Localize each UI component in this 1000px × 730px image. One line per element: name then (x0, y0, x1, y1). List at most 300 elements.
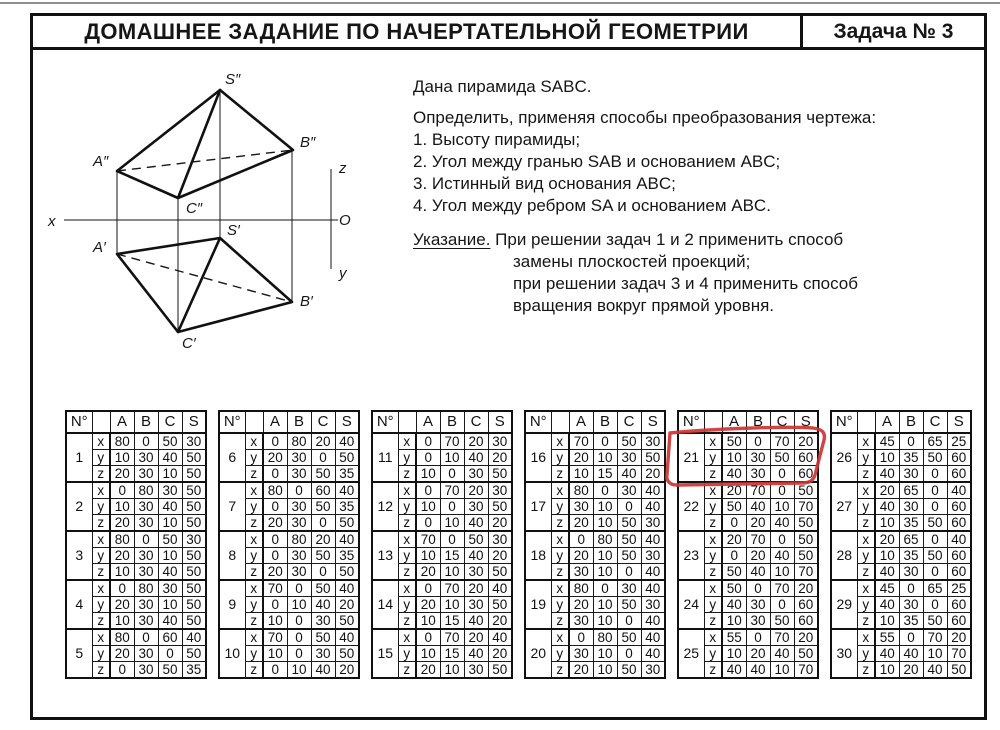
coord-label: z (92, 564, 110, 581)
table-cell: 0 (569, 531, 593, 548)
table-row (372, 580, 512, 597)
coord-label: x (857, 531, 875, 548)
table-cell: 0 (287, 613, 311, 630)
table-cell: 40 (641, 629, 665, 646)
table-cell: 0 (110, 662, 134, 679)
table-row (66, 531, 206, 548)
note-line-2: замены плоскостей проекций; (513, 252, 751, 271)
table-cell: 50 (617, 662, 641, 679)
table-cell: 80 (287, 433, 311, 450)
table-cell: 0 (287, 482, 311, 499)
coord-label: x (551, 531, 569, 548)
table-cell: 0 (134, 433, 158, 450)
coord-label: y (857, 548, 875, 564)
table-cell: 70 (569, 433, 593, 450)
coord-label: x (704, 433, 722, 450)
coord-label: z (857, 613, 875, 630)
table-cell: 20 (335, 662, 359, 679)
coord-label: x (92, 433, 110, 450)
coord-label: x (245, 482, 263, 499)
coord-label: z (551, 564, 569, 581)
table-cell: 10 (416, 466, 440, 483)
coord-label: y (398, 499, 416, 515)
column-header: N° (678, 411, 704, 433)
variant-number: 13 (372, 531, 398, 580)
table-cell: 30 (488, 531, 512, 548)
table-row (219, 433, 359, 450)
variant-number: 4 (66, 580, 92, 629)
coord-label: x (551, 629, 569, 646)
table-cell: 20 (464, 482, 488, 499)
table-cell: 50 (923, 515, 947, 532)
table-cell: 50 (182, 646, 206, 662)
coord-label: z (704, 564, 722, 581)
table-cell: 10 (770, 662, 794, 679)
coord-label: x (857, 482, 875, 499)
table-header-row (831, 411, 971, 433)
table-cell: 10 (875, 613, 899, 630)
coord-label: y (398, 646, 416, 662)
table-cell: 35 (182, 662, 206, 679)
table-cell: 20 (110, 548, 134, 564)
table-cell: 15 (440, 548, 464, 564)
coord-label: z (857, 564, 875, 581)
table-row (219, 531, 359, 548)
table-cell: 70 (794, 499, 818, 515)
table-cell: 40 (722, 597, 746, 613)
table-cell: 50 (488, 499, 512, 515)
table-cell: 20 (641, 466, 665, 483)
table-cell: 30 (488, 482, 512, 499)
table-cell: 35 (335, 548, 359, 564)
table-cell: 0 (263, 466, 287, 483)
table-cell: 0 (311, 450, 335, 466)
coord-label: z (398, 515, 416, 532)
table-row (372, 629, 512, 646)
coord-label: x (704, 580, 722, 597)
table-cell: 0 (263, 597, 287, 613)
table-cell: 20 (746, 548, 770, 564)
variant-number: 12 (372, 482, 398, 531)
table-cell: 40 (311, 597, 335, 613)
table-cell: 20 (416, 597, 440, 613)
table-cell: 40 (488, 629, 512, 646)
table-cell: 20 (488, 646, 512, 662)
table-cell: 35 (899, 548, 923, 564)
table-row (219, 580, 359, 597)
table-cell: 10 (593, 499, 617, 515)
table-cell: 70 (416, 531, 440, 548)
table-cell: 50 (947, 662, 971, 679)
table-cell: 0 (158, 646, 182, 662)
table-cell: 10 (770, 499, 794, 515)
table-cell: 50 (488, 662, 512, 679)
table-cell: 50 (617, 548, 641, 564)
table-cell: 30 (287, 466, 311, 483)
note-line-3: при решении задач 3 и 4 применить способ (513, 274, 858, 293)
table-cell: 10 (416, 548, 440, 564)
table-cell: 30 (134, 515, 158, 532)
coord-label: x (704, 531, 722, 548)
coord-label: y (704, 450, 722, 466)
table-cell: 70 (770, 433, 794, 450)
table-cell: 10 (593, 646, 617, 662)
table-cell: 0 (593, 482, 617, 499)
table-row (219, 629, 359, 646)
table-cell: 30 (617, 482, 641, 499)
table-cell: 20 (569, 515, 593, 532)
table-cell: 10 (593, 597, 617, 613)
coord-label: z (245, 613, 263, 630)
coord-label: x (551, 433, 569, 450)
coord-label: x (857, 580, 875, 597)
coord-label: z (92, 466, 110, 483)
label-s2: S″ (225, 71, 241, 88)
coord-label: y (857, 646, 875, 662)
table-cell: 0 (722, 515, 746, 532)
table-cell: 50 (182, 499, 206, 515)
table-cell: 30 (569, 499, 593, 515)
table-cell: 15 (593, 466, 617, 483)
table-cell: 10 (287, 662, 311, 679)
coord-label: z (551, 613, 569, 630)
table-cell: 40 (464, 515, 488, 532)
coord-label: y (551, 597, 569, 613)
table-cell: 50 (182, 580, 206, 597)
table-cell: 30 (569, 646, 593, 662)
table-row (372, 482, 512, 499)
table-cell: 80 (569, 482, 593, 499)
table-cell: 50 (335, 613, 359, 630)
table-cell: 65 (899, 482, 923, 499)
table-row (831, 531, 971, 548)
table-cell: 0 (593, 580, 617, 597)
table-cell: 30 (899, 499, 923, 515)
table-cell: 10 (593, 450, 617, 466)
coord-label: z (398, 662, 416, 679)
table-cell: 50 (794, 515, 818, 532)
table-cell: 30 (617, 580, 641, 597)
table-cell: 50 (617, 597, 641, 613)
coord-label: z (551, 662, 569, 679)
column-header: N° (372, 411, 398, 433)
column-header: N° (831, 411, 857, 433)
table-cell: 50 (335, 564, 359, 581)
table-cell: 10 (875, 548, 899, 564)
table-cell: 30 (287, 564, 311, 581)
table-cell: 0 (440, 466, 464, 483)
table-cell: 40 (770, 515, 794, 532)
table-cell: 20 (794, 433, 818, 450)
task-list (413, 107, 876, 217)
table-cell: 40 (464, 548, 488, 564)
table-cell: 40 (158, 499, 182, 515)
coord-label: y (245, 450, 263, 466)
table-cell: 60 (947, 499, 971, 515)
table-cell: 50 (182, 482, 206, 499)
column-header: B (287, 411, 311, 433)
column-header: S (794, 411, 818, 433)
table-header-row (525, 411, 665, 433)
table-cell: 30 (641, 433, 665, 450)
column-header: S (182, 411, 206, 433)
table-cell: 0 (110, 482, 134, 499)
coord-label: z (92, 515, 110, 532)
table-cell: 70 (770, 580, 794, 597)
column-header: A (569, 411, 593, 433)
label-origin: O (339, 212, 351, 229)
coord-label: z (398, 466, 416, 483)
column-header: N° (66, 411, 92, 433)
coord-label: x (92, 629, 110, 646)
coord-label: y (857, 597, 875, 613)
variant-number: 10 (219, 629, 245, 678)
variant-table-6 (830, 410, 972, 679)
table-cell: 50 (488, 466, 512, 483)
table-cell: 30 (464, 597, 488, 613)
variant-number: 18 (525, 531, 551, 580)
table-cell: 20 (263, 564, 287, 581)
table-cell: 35 (899, 613, 923, 630)
table-cell: 10 (593, 548, 617, 564)
table-cell: 20 (488, 450, 512, 466)
table-cell: 10 (158, 515, 182, 532)
table-cell: 50 (182, 466, 206, 483)
page-title: ДОМАШНЕЕ ЗАДАНИЕ ПО НАЧЕРТАТЕЛЬНОЙ ГЕОМЕТРИИ (84, 18, 749, 44)
table-cell: 70 (770, 629, 794, 646)
table-cell: 20 (899, 662, 923, 679)
frontal-projection (117, 90, 293, 198)
table-cell: 30 (746, 466, 770, 483)
column-header: N° (525, 411, 551, 433)
coord-label: x (92, 580, 110, 597)
table-cell: 10 (875, 450, 899, 466)
table-cell: 20 (311, 433, 335, 450)
table-cell: 0 (770, 466, 794, 483)
coord-label: z (704, 515, 722, 532)
coord-label: x (704, 629, 722, 646)
variant-number: 3 (66, 531, 92, 580)
column-header (398, 411, 416, 433)
table-cell: 40 (464, 613, 488, 630)
table-cell: 20 (488, 548, 512, 564)
table-row (66, 629, 206, 646)
table-cell: 20 (722, 482, 746, 499)
table-cell: 45 (875, 580, 899, 597)
table-cell: 50 (722, 580, 746, 597)
coord-label: y (245, 499, 263, 515)
table-cell: 80 (110, 433, 134, 450)
table-row (66, 482, 206, 499)
table-cell: 50 (794, 531, 818, 548)
table-cell: 0 (134, 531, 158, 548)
task-item-2: 2. Угол между гранью SAB и основанием ABC; (413, 152, 781, 171)
table-cell: 10 (770, 564, 794, 581)
table-cell: 60 (947, 450, 971, 466)
table-cell: 30 (464, 564, 488, 581)
table-cell: 30 (641, 515, 665, 532)
table-cell: 10 (722, 450, 746, 466)
coord-label: z (704, 613, 722, 630)
table-cell: 20 (569, 597, 593, 613)
table-cell: 50 (311, 499, 335, 515)
table-cell: 20 (488, 515, 512, 532)
table-cell: 10 (440, 564, 464, 581)
table-cell: 15 (440, 646, 464, 662)
coord-label: x (245, 629, 263, 646)
table-cell: 0 (311, 515, 335, 532)
table-cell: 10 (875, 662, 899, 679)
table-cell: 50 (182, 450, 206, 466)
table-cell: 35 (335, 466, 359, 483)
variant-number: 20 (525, 629, 551, 678)
table-cell: 0 (617, 564, 641, 581)
table-cell: 80 (110, 629, 134, 646)
table-row (678, 580, 818, 597)
coord-label: x (398, 580, 416, 597)
table-cell: 80 (263, 482, 287, 499)
table-cell: 10 (110, 564, 134, 581)
table-row (66, 580, 206, 597)
table-cell: 0 (923, 597, 947, 613)
table-cell: 35 (899, 515, 923, 532)
column-header: A (416, 411, 440, 433)
coord-label: y (551, 646, 569, 662)
table-cell: 30 (488, 433, 512, 450)
variant-number: 27 (831, 482, 857, 531)
table-cell: 30 (311, 646, 335, 662)
table-cell: 40 (641, 613, 665, 630)
table-cell: 40 (335, 580, 359, 597)
table-cell: 50 (722, 564, 746, 581)
table-row (525, 433, 665, 450)
coord-label: y (92, 597, 110, 613)
table-cell: 60 (158, 629, 182, 646)
table-cell: 50 (182, 515, 206, 532)
table-cell: 20 (488, 613, 512, 630)
table-cell: 40 (722, 466, 746, 483)
table-cell: 45 (875, 433, 899, 450)
table-cell: 0 (311, 564, 335, 581)
coord-label: z (551, 466, 569, 483)
table-cell: 0 (110, 580, 134, 597)
table-cell: 80 (134, 482, 158, 499)
table-cell: 25 (947, 433, 971, 450)
variant-number: 21 (678, 433, 704, 482)
column-header: B (440, 411, 464, 433)
table-cell: 10 (440, 597, 464, 613)
table-cell: 0 (263, 548, 287, 564)
table-cell: 0 (617, 646, 641, 662)
coord-label: z (398, 613, 416, 630)
variant-number: 11 (372, 433, 398, 482)
column-header (551, 411, 569, 433)
table-cell: 20 (335, 597, 359, 613)
table-cell: 30 (899, 597, 923, 613)
table-cell: 40 (641, 580, 665, 597)
variants-table (218, 410, 360, 679)
column-header: S (641, 411, 665, 433)
table-row (525, 531, 665, 548)
table-cell: 20 (569, 450, 593, 466)
table-cell: 10 (158, 597, 182, 613)
table-cell: 70 (923, 629, 947, 646)
table-cell: 0 (923, 466, 947, 483)
table-cell: 10 (593, 613, 617, 630)
table-cell: 0 (899, 629, 923, 646)
table-cell: 40 (158, 450, 182, 466)
coord-label: y (245, 548, 263, 564)
intro-text: Дана пирамида SABC. (413, 77, 592, 96)
table-cell: 10 (923, 646, 947, 662)
table-cell: 10 (440, 662, 464, 679)
column-header: S (947, 411, 971, 433)
table-cell: 10 (110, 499, 134, 515)
column-header: A (875, 411, 899, 433)
horizontal-projection (117, 238, 292, 332)
coord-label: x (92, 482, 110, 499)
table-cell: 30 (134, 597, 158, 613)
table-cell: 30 (746, 450, 770, 466)
table-cell: 70 (746, 482, 770, 499)
variants-table (524, 410, 666, 679)
table-cell: 20 (722, 531, 746, 548)
table-cell: 50 (488, 597, 512, 613)
table-cell: 20 (569, 548, 593, 564)
table-cell: 40 (158, 564, 182, 581)
table-cell: 30 (158, 580, 182, 597)
column-header: A (722, 411, 746, 433)
task-item-1: 1. Высоту пирамиды; (413, 130, 581, 149)
coord-label: y (857, 450, 875, 466)
table-cell: 0 (287, 580, 311, 597)
coord-label: x (92, 531, 110, 548)
table-cell: 0 (746, 433, 770, 450)
table-cell: 40 (488, 580, 512, 597)
table-cell: 30 (464, 662, 488, 679)
table-cell: 60 (947, 597, 971, 613)
column-header: B (899, 411, 923, 433)
table-cell: 30 (617, 450, 641, 466)
coord-label: z (704, 662, 722, 679)
coord-label: z (245, 662, 263, 679)
table-cell: 30 (746, 613, 770, 630)
table-cell: 0 (287, 629, 311, 646)
table-cell: 10 (263, 646, 287, 662)
label-b1: B′ (300, 293, 313, 310)
table-cell: 65 (923, 580, 947, 597)
coord-label: x (857, 433, 875, 450)
coord-label: z (857, 466, 875, 483)
table-cell: 0 (923, 531, 947, 548)
variants-table (65, 410, 207, 679)
variant-number: 15 (372, 629, 398, 678)
table-cell: 50 (182, 597, 206, 613)
table-cell: 40 (923, 662, 947, 679)
table-cell: 20 (263, 515, 287, 532)
table-cell: 0 (263, 662, 287, 679)
table-cell: 30 (134, 564, 158, 581)
table-cell: 50 (770, 613, 794, 630)
table-cell: 25 (947, 580, 971, 597)
column-header (857, 411, 875, 433)
table-cell: 0 (416, 482, 440, 499)
table-cell: 50 (335, 450, 359, 466)
table-cell: 80 (287, 531, 311, 548)
coord-label: y (704, 499, 722, 515)
scan-edge-line (0, 2, 1000, 4)
coord-label: z (92, 613, 110, 630)
